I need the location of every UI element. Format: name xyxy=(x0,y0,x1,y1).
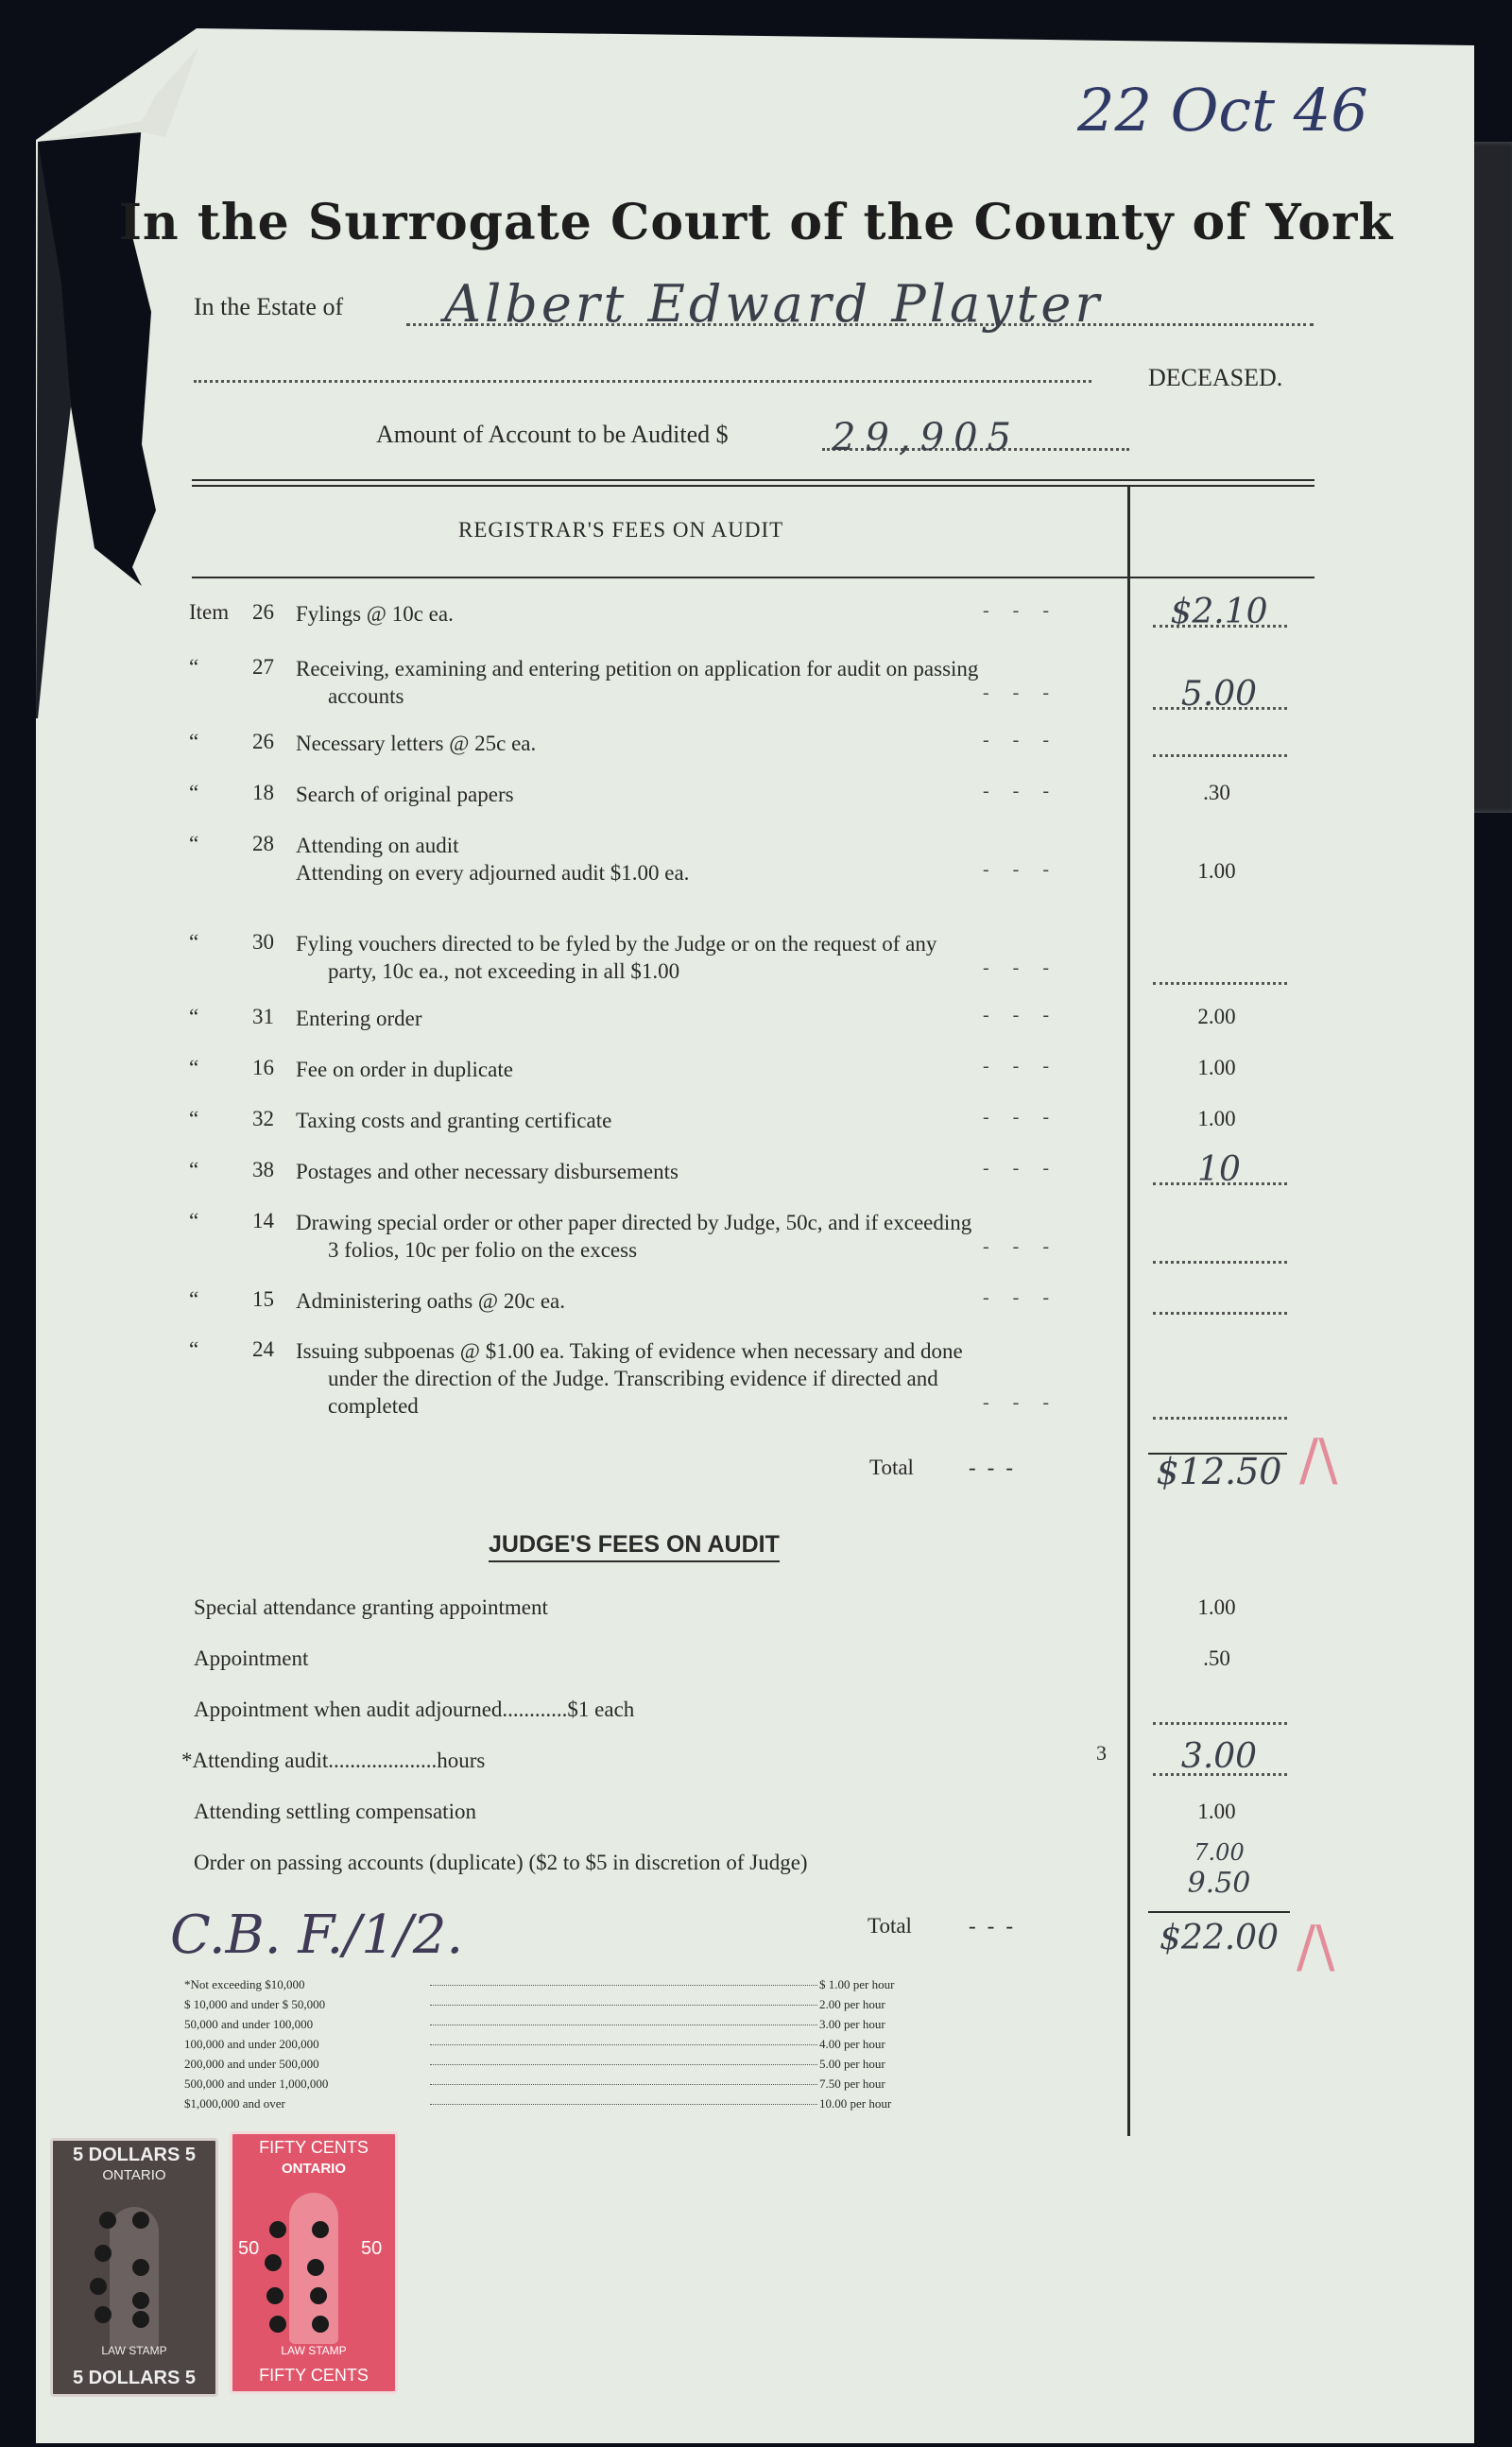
item-amount: 10 xyxy=(1197,1150,1241,1189)
judge-fee-line: Appointment when audit adjourned............$1 each xyxy=(194,1697,635,1721)
amount-dotted-line xyxy=(1153,1182,1287,1185)
schedule-row xyxy=(184,2057,885,2077)
item-number: 16 xyxy=(252,1056,274,1079)
item-number: 26 xyxy=(252,600,274,624)
item-description-line: 3 folios, 10c per folio on the excess xyxy=(328,1238,638,1262)
leader-dashes: - - - xyxy=(983,859,1058,880)
amount-dotted-line xyxy=(1153,1312,1287,1315)
perforation-hole xyxy=(265,2254,282,2271)
stamp-1-band: LAW STAMP xyxy=(101,2344,167,2357)
item-number: 32 xyxy=(252,1107,274,1130)
item-number: 15 xyxy=(252,1287,274,1311)
hours-annotation: 3 xyxy=(1096,1741,1107,1765)
judge-fee-line: Order on passing accounts (duplicate) ($2 to $5 in discretion of Judge) xyxy=(194,1851,808,1874)
item-label: “ xyxy=(189,1056,199,1079)
amount-dotted-line xyxy=(1153,982,1287,985)
amount-dotted-line xyxy=(1153,754,1287,757)
judge-fee-amount: 3.00 xyxy=(1180,1737,1258,1776)
judge-fee-amount: 1.00 xyxy=(1197,1595,1236,1619)
item-description-line: Issuing subpoenas @ $1.00 ea. Taking of evidence when necessary and done xyxy=(296,1339,963,1363)
hourly-rate-schedule xyxy=(184,1977,895,2116)
schedule-leader xyxy=(430,1985,817,1986)
judge-fee-line: *Attending audit....................hours xyxy=(181,1749,486,1772)
schedule-leader xyxy=(430,2044,817,2045)
item-description-line: Fylings @ 10c ea. xyxy=(296,602,454,626)
schedule-range: 50,000 and under 100,000 xyxy=(184,2017,314,2031)
amount-value: 29,905 xyxy=(832,416,1021,459)
schedule-range: 100,000 and under 200,000 xyxy=(184,2037,319,2051)
schedule-leader xyxy=(430,2005,817,2006)
item-description-line: Attending on audit xyxy=(296,834,459,857)
schedule-range: $ 10,000 and under $ 50,000 xyxy=(184,1997,326,2011)
perforation-hole xyxy=(90,2278,107,2295)
date-annotation: 22 Oct 46 xyxy=(1077,76,1368,145)
stamp-2-value-left: 50 xyxy=(238,2238,260,2259)
judge-total-rule xyxy=(1148,1911,1290,1913)
item-description-line: Attending on every adjourned audit $1.00 ea. xyxy=(296,861,690,885)
header-rule-2 xyxy=(192,485,1314,487)
item-description-line: Postages and other necessary disbursements xyxy=(296,1160,679,1183)
schedule-range: 500,000 and under 1,000,000 xyxy=(184,2077,329,2091)
item-label: “ xyxy=(189,730,199,753)
schedule-row xyxy=(184,2077,885,2096)
stamp-2-bottom: FIFTY CENTS xyxy=(259,2366,369,2385)
item-description-line: Fee on order in duplicate xyxy=(296,1058,513,1081)
leader-dashes: - - - xyxy=(983,1392,1058,1413)
item-amount: .30 xyxy=(1203,781,1230,804)
leader-dashes: - - - xyxy=(983,600,1058,621)
schedule-rate: 7.50 per hour xyxy=(819,2077,885,2091)
item-number: 18 xyxy=(252,781,274,804)
stamp-2-sub: ONTARIO xyxy=(281,2161,347,2177)
schedule-row xyxy=(184,1977,895,1997)
schedule-rate: 10.00 per hour xyxy=(819,2096,892,2111)
leader-dashes: - - - xyxy=(983,781,1058,801)
schedule-rate: 4.00 per hour xyxy=(819,2037,885,2051)
item-description-line: Drawing special order or other paper directed by Judge, 50c, and if exceeding xyxy=(296,1211,972,1234)
perforation-hole xyxy=(266,2287,284,2304)
schedule-leader xyxy=(430,2104,817,2105)
item-number: 30 xyxy=(252,930,274,954)
judge-fee-amount: .50 xyxy=(1203,1646,1230,1670)
item-description-line: Taxing costs and granting certificate xyxy=(296,1109,612,1132)
perforation-hole xyxy=(132,2212,149,2229)
schedule-range: *Not exceeding $10,000 xyxy=(184,1977,305,1991)
schedule-leader xyxy=(430,2084,817,2085)
perforation-hole xyxy=(94,2306,112,2323)
schedule-range: 200,000 and under 500,000 xyxy=(184,2057,319,2071)
perforation-hole xyxy=(99,2212,116,2229)
schedule-row xyxy=(184,2037,885,2057)
judge-total-label: Total xyxy=(868,1914,912,1938)
item-label: “ xyxy=(189,1107,199,1130)
leader-dashes: - - - xyxy=(983,1056,1058,1077)
leader-dashes: - - - xyxy=(983,1287,1058,1308)
schedule-leader xyxy=(430,2064,817,2065)
estate-name: Albert Edward Playter xyxy=(444,274,1104,334)
item-number: 26 xyxy=(252,730,274,753)
judge-total-dashes: --- xyxy=(969,1914,1024,1938)
amount-column-rule xyxy=(1127,487,1130,2136)
item-label: “ xyxy=(189,930,199,954)
judge-fee-line: Appointment xyxy=(194,1646,309,1670)
schedule-rate: 3.00 per hour xyxy=(819,2017,885,2031)
reference-note: C.B. F./1/2. xyxy=(170,1904,464,1966)
item-description-line: Necessary letters @ 25c ea. xyxy=(296,732,537,755)
item-amount: 5.00 xyxy=(1180,675,1258,714)
estate-label: In the Estate of xyxy=(194,293,344,320)
item-number: 38 xyxy=(252,1158,274,1181)
item-number: 27 xyxy=(252,655,274,679)
judge-subtotal-hand: 9.50 xyxy=(1187,1867,1251,1900)
amount-dotted-line xyxy=(1153,1261,1287,1264)
perforation-hole xyxy=(312,2221,329,2238)
registrar-total-label: Total xyxy=(869,1456,914,1479)
item-description-line: Administering oaths @ 20c ea. xyxy=(296,1289,565,1313)
torn-corner xyxy=(0,0,246,756)
schedule-row xyxy=(184,1997,885,2017)
stamp-1-sub: ONTARIO xyxy=(102,2167,166,2183)
schedule-range: $1,000,000 and over xyxy=(184,2096,285,2111)
court-title: In the Surrogate Court of the County of York xyxy=(118,194,1394,251)
judge-fee-line: Special attendance granting appointment xyxy=(194,1595,548,1619)
item-amount: 1.00 xyxy=(1197,859,1236,883)
item-number: 28 xyxy=(252,832,274,855)
item-description-line: Receiving, examining and entering petition on application for audit on passing xyxy=(296,657,979,681)
perforation-hole xyxy=(269,2316,286,2333)
item-description-line: party, 10c ea., not exceeding in all $1.00 xyxy=(328,959,680,983)
item-description-line: Entering order xyxy=(296,1007,422,1030)
stamp-1-figure xyxy=(110,2207,159,2349)
item-number: 14 xyxy=(252,1209,274,1232)
perforation-hole xyxy=(269,2221,286,2238)
perforation-hole xyxy=(94,2245,112,2262)
item-label: “ xyxy=(189,1005,199,1028)
schedule-rate: $ 1.00 per hour xyxy=(819,1977,895,1991)
leader-dashes: - - - xyxy=(983,1005,1058,1025)
item-description-line: Search of original papers xyxy=(296,783,514,806)
leader-dashes: - - - xyxy=(983,957,1058,978)
item-label: Item xyxy=(189,600,230,624)
perforation-hole xyxy=(310,2287,327,2304)
schedule-rate: 2.00 per hour xyxy=(819,1997,885,2011)
judge-total-value: $22.00 xyxy=(1160,1919,1279,1957)
stamp-2-value-right: 50 xyxy=(361,2238,383,2259)
check-mark-2: /\ xyxy=(1297,1914,1335,1980)
perforation-hole xyxy=(132,2311,149,2328)
schedule-row xyxy=(184,2017,885,2037)
leader-dashes: - - - xyxy=(983,1158,1058,1179)
stamp-1-bottom: 5 DOLLARS 5 xyxy=(72,2368,197,2388)
check-mark-1: /\ xyxy=(1299,1427,1338,1493)
deceased-label: DECEASED. xyxy=(1148,364,1283,391)
perforation-hole xyxy=(312,2316,329,2333)
item-description-line: Fyling vouchers directed to be fyled by the Judge or on the request of any xyxy=(296,932,937,956)
stamp-1-top: 5 DOLLARS 5 xyxy=(72,2145,197,2165)
item-label: “ xyxy=(189,781,199,804)
judge-fee-amount: 7.00 xyxy=(1194,1839,1245,1866)
amount-dotted-line xyxy=(1153,1722,1287,1725)
item-number: 31 xyxy=(252,1005,274,1028)
perforation-hole xyxy=(132,2292,149,2309)
item-label: “ xyxy=(189,832,199,855)
item-label: “ xyxy=(189,1337,199,1361)
stamp-2-top: FIFTY CENTS xyxy=(259,2138,369,2157)
item-label: “ xyxy=(189,1209,199,1232)
header-rule-1 xyxy=(192,479,1314,481)
stamp-2-band: LAW STAMP xyxy=(281,2344,347,2357)
item-amount: $2.10 xyxy=(1170,593,1268,631)
item-description-line: accounts xyxy=(328,684,404,708)
judge-fee-line: Attending settling compensation xyxy=(194,1800,476,1823)
item-amount: 1.00 xyxy=(1197,1107,1236,1130)
judge-fee-amount: 1.00 xyxy=(1197,1800,1236,1823)
item-description-line: under the direction of the Judge. Transcribing evidence if directed and xyxy=(328,1367,938,1390)
item-description-line: completed xyxy=(328,1394,419,1418)
registrar-total-value: $12.50 xyxy=(1156,1451,1282,1492)
item-label: “ xyxy=(189,1158,199,1181)
amount-dotted-line xyxy=(1153,625,1287,628)
schedule-row xyxy=(184,2096,892,2116)
amount-dotted-line xyxy=(1153,1773,1287,1776)
leader-dashes: - - - xyxy=(983,1236,1058,1257)
schedule-rate: 5.00 per hour xyxy=(819,2057,885,2071)
registrar-heading: REGISTRAR'S FEES ON AUDIT xyxy=(458,518,784,542)
registrar-total-dashes: --- xyxy=(969,1456,1024,1479)
item-label: “ xyxy=(189,1287,199,1311)
perforation-hole xyxy=(132,2259,149,2276)
leader-dashes: - - - xyxy=(983,1107,1058,1128)
item-amount: 1.00 xyxy=(1197,1056,1236,1079)
leader-dashes: - - - xyxy=(983,682,1058,703)
perforation-hole xyxy=(307,2259,324,2276)
leader-dashes: - - - xyxy=(983,730,1058,750)
amount-dotted-line xyxy=(1153,1417,1287,1420)
estate-line-2 xyxy=(194,380,1091,383)
judge-heading: JUDGE'S FEES ON AUDIT xyxy=(489,1531,780,1562)
amount-label: Amount of Account to be Audited $ xyxy=(376,421,729,448)
item-amount: 2.00 xyxy=(1197,1005,1236,1028)
amount-dotted-line xyxy=(1153,707,1287,710)
registrar-heading-rule xyxy=(192,577,1314,578)
item-number: 24 xyxy=(252,1337,274,1361)
item-label: “ xyxy=(189,655,199,679)
